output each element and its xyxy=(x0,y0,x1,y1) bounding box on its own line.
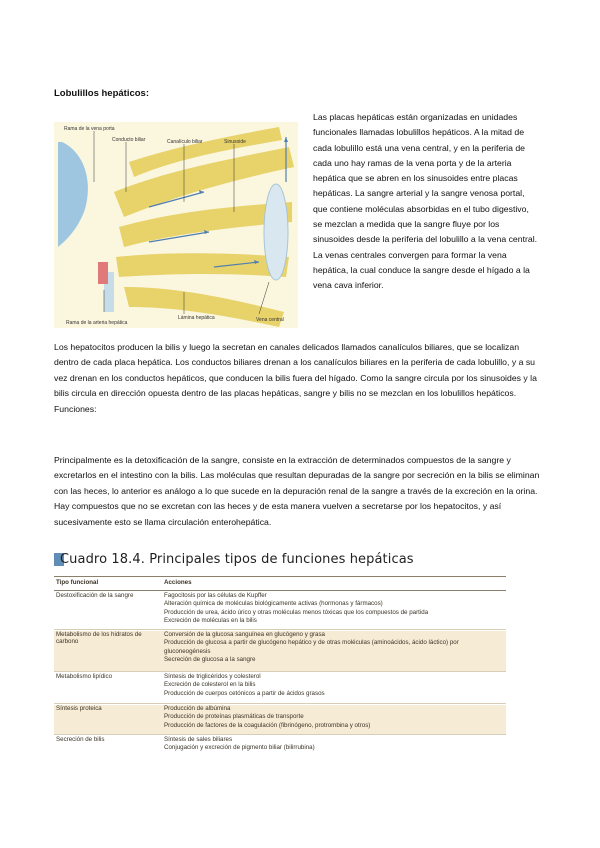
row-actions xyxy=(164,736,504,753)
action-item: Fagocitosis por las células de Kupffer xyxy=(164,592,267,599)
action-item: Producción de glucosa a partir de glucógeno hepático y de otras moléculas (aminoácidos, ácido láctico) por gluconeogénesis xyxy=(164,639,459,655)
row-actions xyxy=(164,592,504,625)
action-item: Síntesis de triglicéridos y colesterol xyxy=(164,673,261,680)
central-vein xyxy=(264,184,288,280)
row-actions xyxy=(164,631,504,664)
action-item: Excreción de colesterol en la bilis xyxy=(164,681,256,689)
hepatic-artery-branch xyxy=(98,262,108,284)
label-portal-vein: Rama de la vena porta xyxy=(64,126,115,132)
paragraph-bile: Los hepatocitos producen la bilis y luego la secretan en canales delicados llamados canalículos biliares, que se localizan dentro de cada placa hepática. Los conductos biliares drenan a los canalículos biliares en la periferia de cada lobulillo, y a su vez drenan en los conductos hepáticos, que conducen la bilis fuera del hígado. Como la sangre circula por los sinusoides y la bilis circula en dirección opuesta dentro de las placas hepáticas, sangre y bilis no se mezclan en los lobulillos hepáticos. xyxy=(54,342,537,399)
label-central-vein: Vena central xyxy=(256,317,284,323)
table-row xyxy=(54,631,506,672)
table-row xyxy=(54,592,506,630)
action-item: Conversión de la glucosa sanguínea en glucógeno y grasa xyxy=(164,631,325,638)
table-title: Cuadro 18.4. Principales tipos de funciones hepáticas xyxy=(60,552,414,567)
label-hepatic-plate: Lámina hepática xyxy=(178,315,215,321)
functions-heading: Funciones: xyxy=(54,404,97,414)
liver-lobule-figure xyxy=(54,122,298,328)
hepatic-functions-table xyxy=(54,551,506,762)
row-type: Síntesis proteica xyxy=(56,705,102,712)
table-row xyxy=(54,705,506,735)
table-row xyxy=(54,673,506,704)
action-item: Producción de cuerpos cetónicos a partir de ácidos grasos xyxy=(164,689,325,697)
action-item: Secreción de glucosa a la sangre xyxy=(164,655,256,663)
column-header-acciones: Acciones xyxy=(164,579,192,586)
section-heading: Lobulillos hepáticos: xyxy=(54,88,150,99)
label-bile-canaliculus: Canalículo biliar xyxy=(167,139,203,145)
paragraph-functions: Principalmente es la detoxificación de la sangre, consiste en la extracción de determinados compuestos de la sangre y excretarlos en el intestino con la bilis. Las moléculas que resultan depuradas de la sangre por secreción en la bilis se eliminan con las heces, lo anterior es análogo a lo que sucede en la depuración renal de la sangre a través de la excreción en la orina. Hay compuestos que no se excretan con las heces y de esta manera vuelven a secretarse por los hepatocitos, y así sucesivamente esto se llama circulación enterohepática. xyxy=(54,455,540,527)
row-actions xyxy=(164,673,504,698)
label-sinusoid: Sinusoide xyxy=(224,139,246,145)
row-type: Destoxificación de la sangre xyxy=(56,592,134,599)
action-item: Producción de factores de la coagulación (fibrinógeno, protrombina y otros) xyxy=(164,721,371,729)
column-header-tipo: Tipo funcional xyxy=(56,579,99,586)
lobule-description: Las placas hepáticas están organizadas en unidades funcionales llamadas lobulillos hepáticos. A la mitad de cada lobulillo está una vena central, y en la periferia de cada uno hay ramas de la vena porta y de la arteria hepática que se abren en los sinusoides entre placas hepáticas. La sangre arterial y la sangre venosa portal, que contiene moléculas absorbidas en el tubo digestivo, se mezclan a medida que la sangre fluye por los sinusoides desde la periferia del lobulillo a la vena central. La venas centrales convergen para formar la vena hepática, la cual conduce la sangre desde el hígado a la vena cava inferior. xyxy=(313,112,538,291)
action-item: Producción de proteínas plasmáticas de transporte xyxy=(164,713,304,721)
hepatic-plate xyxy=(116,253,289,277)
row-type: Metabolismo de los hidratos de carbono xyxy=(56,631,142,645)
action-item: Alteración química de moléculas biológicamente activas (hormonas y fármacos) xyxy=(164,600,383,608)
row-type: Secreción de bilis xyxy=(56,736,105,743)
action-item: Conjugación y excreción de pigmento biliar (bilirrubina) xyxy=(164,744,315,752)
table-header xyxy=(54,576,506,591)
row-type: Metabolismo lipídico xyxy=(56,673,113,680)
action-item: Excreción de moléculas en la bilis xyxy=(164,616,257,624)
action-item: Síntesis de sales biliares xyxy=(164,736,233,743)
table-row xyxy=(54,736,506,758)
row-actions xyxy=(164,705,504,730)
label-bile-duct: Conducto biliar xyxy=(112,137,146,143)
action-item: Producción de urea, ácido úrico y otras moléculas menos tóxicas que los compuestos de partida xyxy=(164,608,429,616)
action-item: Producción de albúmina xyxy=(164,705,231,712)
label-hepatic-artery: Rama de la arteria hepática xyxy=(66,320,128,326)
